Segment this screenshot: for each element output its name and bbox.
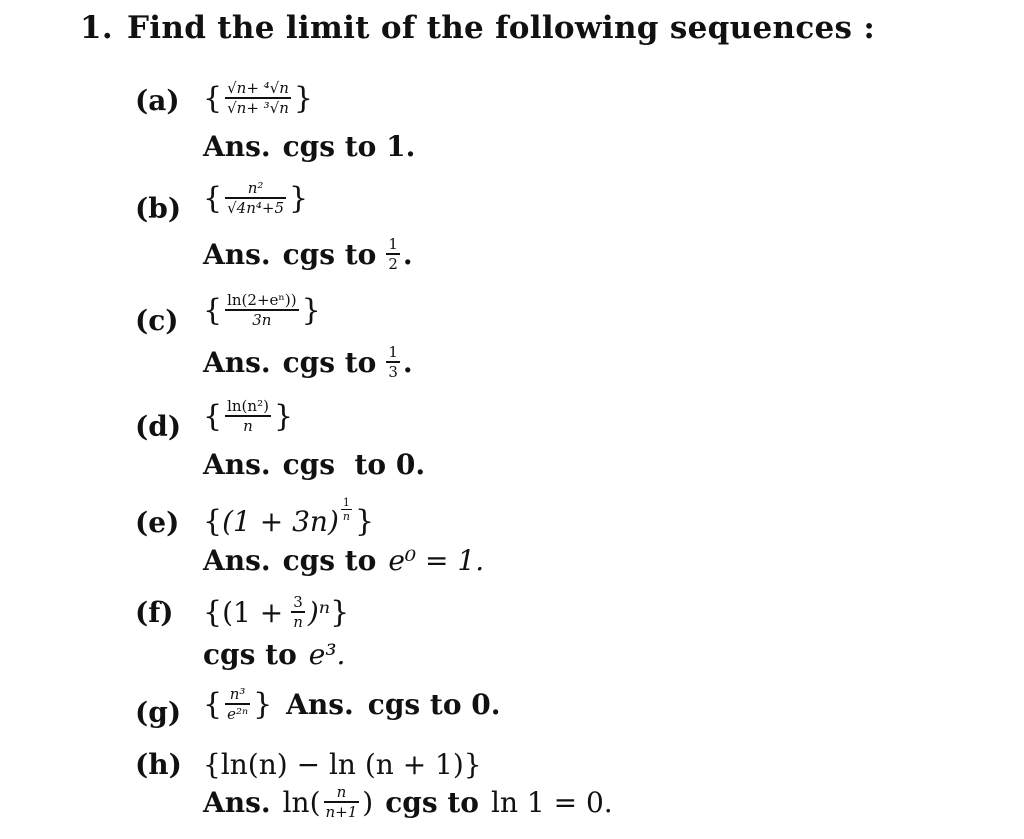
sequence-expression: { $\frac{\text{n²}}{\text{√4n⁴+5}}$ } [203, 179, 309, 217]
item-label: (e) [135, 506, 180, 539]
fraction-denominator: n [342, 510, 350, 523]
item-label: (h) [135, 748, 182, 781]
answer-text: cgs to [282, 237, 377, 271]
fraction-numerator: 3 [293, 593, 303, 611]
answer-line [203, 784, 613, 820]
sequence-fraction [225, 398, 271, 434]
sequence-fraction [225, 180, 286, 216]
answer-line [203, 130, 415, 163]
answer-prefix: Ans. [203, 785, 271, 819]
answer-text: cgs to [385, 785, 479, 819]
answer-fraction [324, 784, 360, 820]
sequence-expression: { $\frac{\text{√n+ ⁴√n}}{\text{√n+ ³√n}}$ } [203, 79, 313, 117]
fraction-numerator: n [336, 783, 347, 801]
answer-text: cgs to [282, 345, 377, 379]
sequence-fraction [225, 686, 250, 722]
fraction-denominator: 3n [252, 311, 272, 329]
answer-fraction [386, 344, 400, 380]
exponent-fraction [341, 497, 352, 522]
sequence-expression: { $\frac{\text{n³}}{\text{e²ⁿ}}$ } Ans. cgs to 0. [203, 685, 501, 723]
answer-line [203, 638, 345, 671]
sequence-expression: { $\frac{\text{ln(n²)}}{n}$ } [203, 397, 294, 435]
sequence-expression: { $\frac{\text{ln(2+eⁿ))}}{3n}$ } [203, 291, 321, 329]
answer-fraction [386, 236, 400, 272]
expression-open: (1 + [222, 595, 284, 629]
answer-math: ln 1 = 0. [490, 785, 613, 819]
answer-math-post: ) [362, 785, 374, 819]
answer-prefix: Ans. [203, 448, 271, 481]
answer-text: cgs to 0. [367, 687, 501, 721]
problem-number: 1. [80, 10, 113, 46]
fraction-numerator: 1 [342, 496, 350, 509]
sequence-fraction [225, 80, 291, 116]
fraction-numerator: 1 [388, 235, 398, 253]
fraction-denominator: e²ⁿ [227, 705, 249, 723]
fraction-denominator: n+1 [325, 803, 358, 821]
answer-text: cgs to 0. [282, 448, 426, 481]
fraction-numerator: 1 [388, 343, 398, 361]
problem-heading: Find the limit of the following sequences : [126, 10, 876, 46]
answer-text: cgs to [203, 638, 297, 671]
answer-prefix: Ans. [203, 345, 271, 379]
answer-end: . [402, 345, 413, 379]
fraction-numerator: √n+ ⁴√n [227, 79, 289, 97]
fraction-denominator: √4n⁴+5 [227, 199, 284, 217]
sequence-expression: { (1 + 3n) $\frac{1}{n}$ } [203, 496, 375, 539]
item-label: (d) [135, 410, 182, 443]
expression-text: {ln(n) − ln (n + 1)} [203, 748, 482, 781]
fraction-numerator: n² [247, 179, 264, 197]
answer-line [203, 236, 413, 272]
answer-line [203, 448, 425, 481]
answer-prefix: Ans. [203, 130, 271, 163]
sequence-fraction [225, 292, 299, 328]
fraction-denominator: 3 [388, 363, 398, 381]
answer-line [203, 344, 413, 380]
item-label: (f) [135, 596, 174, 629]
fraction-denominator: n [293, 613, 303, 631]
expression-base: (1 + 3n) [222, 505, 339, 538]
problem-title [80, 10, 875, 46]
fraction-denominator: √n+ ³√n [227, 99, 289, 117]
answer-end: . [402, 237, 413, 271]
answer-prefix: Ans. [203, 237, 271, 271]
answer-text: cgs to 1. [282, 130, 416, 163]
expression-fraction [291, 594, 305, 630]
item-label: (a) [135, 84, 180, 117]
answer-math: e⁰ = 1. [388, 544, 485, 577]
sequence-expression: { (1 + $\frac{3}{n}$ )ⁿ } [203, 593, 350, 631]
fraction-denominator: n [243, 417, 253, 435]
expression-close: )ⁿ [307, 595, 331, 629]
answer-math: e³. [308, 638, 346, 671]
answer-text: cgs to [282, 544, 377, 577]
fraction-numerator: n³ [229, 685, 246, 703]
fraction-numerator: ln(2+eⁿ)) [227, 291, 297, 309]
item-label: (g) [135, 696, 182, 729]
item-label: (c) [135, 304, 179, 337]
fraction-numerator: ln(n²) [227, 397, 269, 415]
item-label: (b) [135, 192, 182, 225]
answer-line [203, 544, 484, 577]
answer-prefix: Ans. [286, 687, 354, 721]
sequence-expression [203, 748, 482, 781]
answer-prefix: Ans. [203, 544, 271, 577]
answer-math-pre: ln( [282, 785, 321, 819]
fraction-denominator: 2 [388, 255, 398, 273]
